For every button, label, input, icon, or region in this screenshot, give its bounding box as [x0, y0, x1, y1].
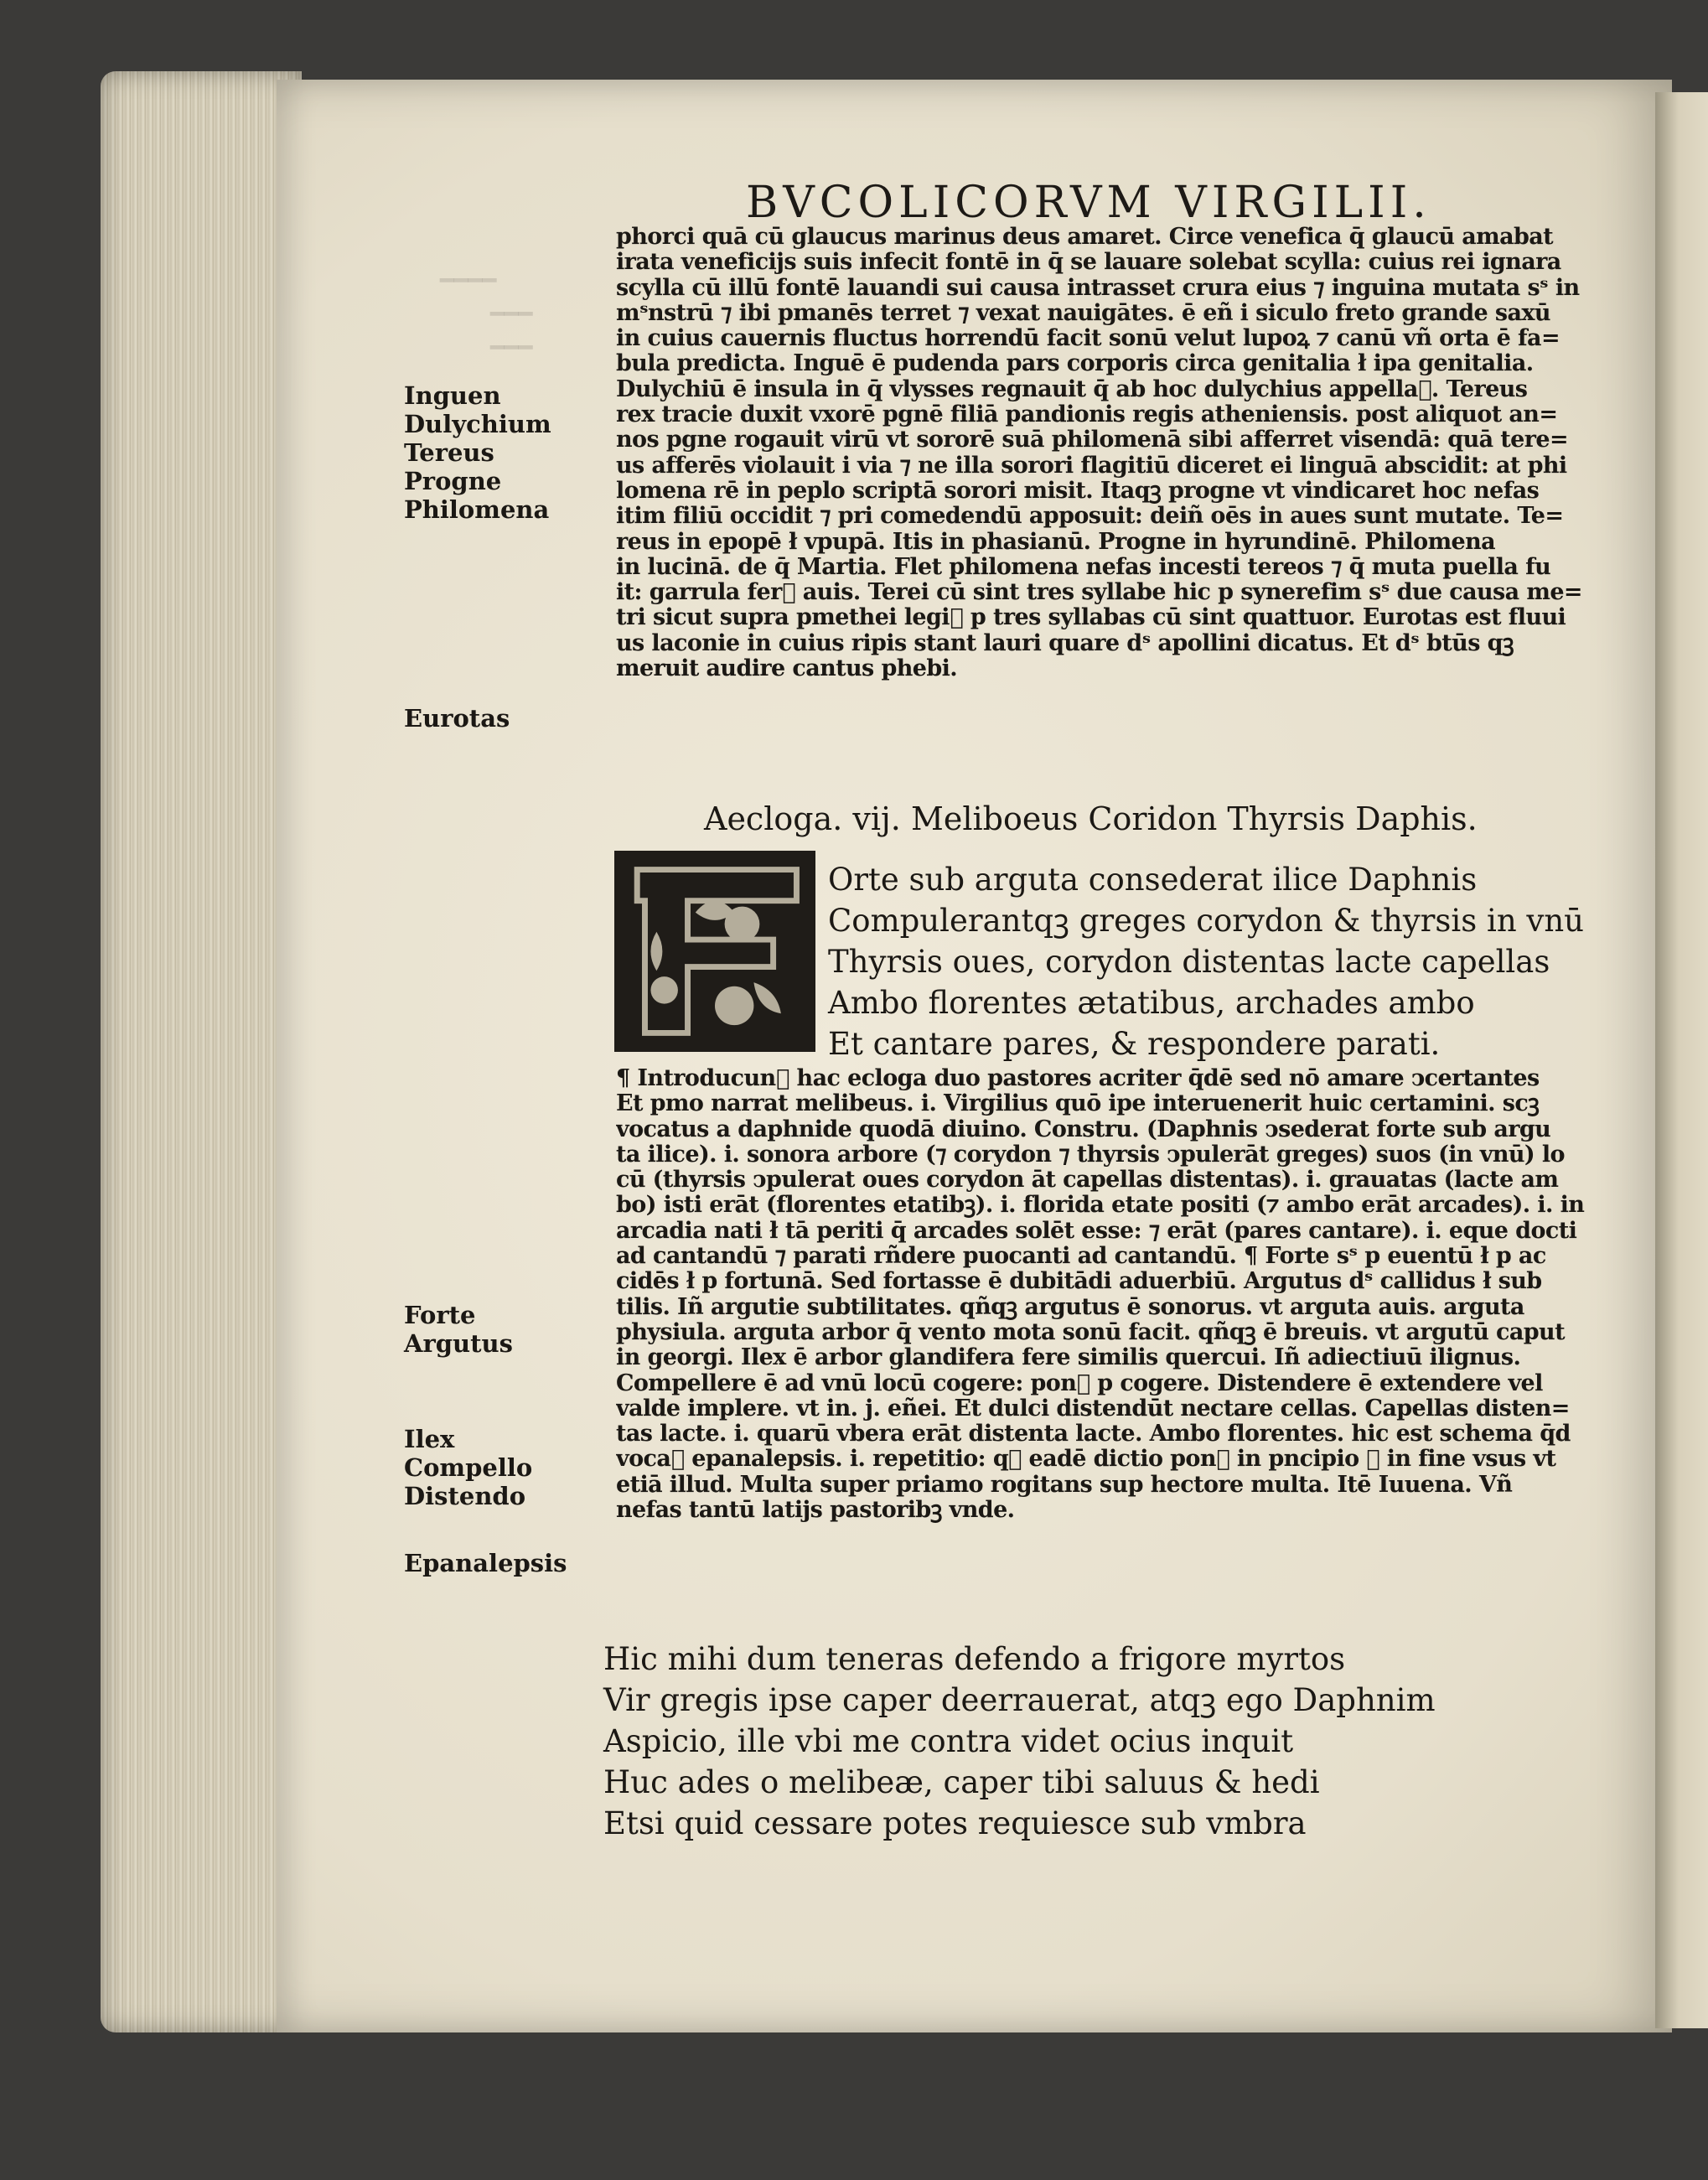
- margin-gloss-eurotas: Eurotas: [404, 704, 510, 733]
- commentary-line: Compellere ē ad vnū locū cogere: ponᷓ p cogere. Distendere ē extendere vel: [616, 1370, 1543, 1396]
- commentary-line: lomena rē in peplo scriptā sorori misit. Itaqꝫ progne vt vindicaret hoc nefas: [616, 478, 1540, 504]
- commentary-line: cū (thyrsis ↄpulerat oues corydon āt capellas distentas). i. grauatas (lacte am: [616, 1168, 1559, 1194]
- commentary-line: in lucinā. de q̄ Martia. Flet philomena nefas incesti tereos ⁊ q̄ muta puella fu: [616, 554, 1551, 580]
- commentary-line: rex tracie duxit vxorē pgnē filiā pandionis regis atheniensis. post aliquot an=: [616, 402, 1558, 428]
- verse-line: Vir gregis ipse caper deerrauerat, atqꝫ ego Daphnim: [603, 1682, 1436, 1718]
- commentary-line: nos pgne rogauit virū vt sororē suā philomenā sibi afferret visendā: quā tere=: [616, 427, 1568, 453]
- verse-line: Hic mihi dum teneras defendo a frigore myrtos: [603, 1641, 1346, 1677]
- verse-closing: [603, 1639, 1436, 1844]
- verse-line: Etsi quid cessare potes requiesce sub vmbra: [603, 1805, 1307, 1841]
- eclogue-title: Aecloga. vij. Meliboeus Coridon Thyrsis Daphis.: [704, 800, 1478, 837]
- commentary-line: us laconie in cuius ripis stant lauri quare dˢ apollini dicatus. Et dˢ btūs qꝫ: [616, 630, 1514, 656]
- verse-line: Aspicio, ille vbi me contra videt ocius inquit: [603, 1723, 1294, 1759]
- verse-line: Huc ades o melibeæ, caper tibi saluus & hedi: [603, 1764, 1320, 1800]
- verse-line: Thyrsis oues, corydon distentas lacte capellas: [828, 944, 1550, 980]
- margin-gloss: Inguen: [404, 381, 501, 410]
- margin-glosses-ilex: [404, 1425, 597, 1510]
- decorated-initial-art: [618, 854, 812, 1049]
- commentary-line: tas lacte. i. quarū vbera erāt distenta lacte. Ambo florentes. hic est schema q̄d: [616, 1421, 1571, 1447]
- commentary-line: etiā illud. Multa super priamo rogitans sup hectore multa. Itē Iuuena. Vñ: [616, 1472, 1513, 1498]
- verse-line: Et cantare pares, & respondere parati.: [828, 1026, 1441, 1062]
- verse-line: Ambo florentes ætatibus, archades ambo: [828, 985, 1475, 1021]
- commentary-line: mˢnstrū ⁊ ibi pmanēs terret ⁊ vexat nauigātes. ē eñ i siculo freto grande saxū: [616, 300, 1550, 326]
- commentary-line: nefas tantū latijs pastoribꝫ vnde.: [616, 1498, 1015, 1524]
- commentary-line: bula predicta. Inguē ē pudenda pars corporis circa genitalia ł ipa genitalia.: [616, 351, 1534, 377]
- running-head: BVCOLICORVM VIRGILII.: [746, 178, 1431, 228]
- margin-gloss: Ilex: [404, 1425, 455, 1453]
- commentary-line: arcadia nati ł tā periti q̄ arcades solēt esse: ⁊ erāt (pares cantare). i. eque docti: [616, 1218, 1577, 1244]
- commentary-line: bo) isti erāt (florentes etatibꝫ). i. florida etate positi (⁊ ambo erāt arcades). i. in: [616, 1193, 1585, 1219]
- margin-gloss-epanalepsis: Epanalepsis: [404, 1549, 567, 1577]
- commentary-line: it: garrula ferᷓ auis. Terei cū sint tres syllabe hic p synerefim sˢ due causa me=: [616, 580, 1582, 606]
- margin-gloss: Compello: [404, 1453, 533, 1482]
- margin-gloss: Dulychium: [404, 410, 551, 438]
- verse-line: Orte sub arguta consederat ilice Daphnis: [828, 862, 1478, 898]
- margin-glosses-forte: [404, 1301, 597, 1358]
- commentary-line: Et pmo narrat melibeus. i. Virgilius quō ipe interuenerit huic certamini. scꝫ: [616, 1091, 1540, 1117]
- commentary-line: tri sicut supra pmethei legiᷓ p tres syllabas cū sint quattuor. Eurotas est fluui: [616, 605, 1566, 631]
- commentary-line: in georgi. Ilex ē arbor glandifera fere similis quercui. Iñ adiectiuū ilignus.: [616, 1345, 1521, 1371]
- commentary-line: ad cantandū ⁊ parati rñdere puocanti ad cantandū. ¶ Forte sˢ p euentū ł p ac: [616, 1244, 1546, 1270]
- commentary-line: cidēs ł p fortunā. Sed fortasse ē dubitādi aduerbiū. Argutus dˢ callidus ł sub: [616, 1269, 1542, 1295]
- commentary-line: itim filiū occidit ⁊ pri comedendū apposuit: deiñ oēs in aues sunt mutate. Te=: [616, 504, 1564, 530]
- margin-gloss: Progne: [404, 467, 502, 495]
- margin-gloss: Distendo: [404, 1482, 526, 1510]
- commentary-line: vocatus a daphnide quodā diuino. Constru. (Daphnis ↄsederat forte sub argu: [616, 1116, 1551, 1142]
- margin-gloss: Forte: [404, 1301, 476, 1329]
- commentary-line: valde implere. vt in. j. eñei. Et dulci distendūt nectare cellas. Capellas disten=: [616, 1396, 1570, 1421]
- commentary-mid: [616, 1066, 1605, 1523]
- commentary-line: physiula. arguta arbor q̄ vento mota sonū facit. qñqꝫ ē breuis. vt argutū caput: [616, 1319, 1565, 1345]
- commentary-line: scylla cū illū fontē lauandi sui causa intrasset crura eius ⁊ inguina mutata sˢ in: [616, 275, 1580, 301]
- commentary-line: ¶ Introducunᷓ hac ecloga duo pastores acriter q̄dē sed nō amare ↄcertantes: [616, 1066, 1540, 1091]
- commentary-top: [616, 225, 1605, 681]
- verse-opening: [828, 859, 1607, 1064]
- commentary-line: reus in epopē ł vpupā. Itis in phasianū. Progne in hyrundinē. Philomena: [616, 529, 1496, 555]
- commentary-line: tilis. Iñ argutie subtilitates. qñqꝫ argutus ē sonorus. vt arguta auis. arguta: [616, 1294, 1524, 1320]
- commentary-line: phorci quā cū glaucus marinus deus amaret. Circe venefica q̄ glaucū amabat: [616, 225, 1554, 250]
- decorated-initial-F: [614, 851, 815, 1052]
- commentary-line: vocaᷓ epanalepsis. i. repetitio: qꝫ eadē dictio ponᷓ in pncipio ⁊ in fine vsus vt: [616, 1447, 1556, 1473]
- margin-gloss: Tereus: [404, 438, 494, 467]
- bleed-through: ━━━━ ━━━ ━━━: [440, 267, 533, 361]
- margin-glosses-top: [404, 381, 597, 524]
- commentary-line: us afferēs violauit i via ⁊ ne illa sorori flagitiū diceret ei linguā abscidit: at phi: [616, 453, 1567, 479]
- commentary-line: ta ilice). i. sonora arbore (⁊ corydon ⁊ thyrsis ↄpulerāt greges) suos (in vnū) lo: [616, 1142, 1565, 1168]
- commentary-line: meruit audire cantus phebi.: [616, 656, 958, 682]
- margin-gloss: Philomena: [404, 495, 550, 524]
- commentary-line: in cuius cauernis fluctus horrendū facit sonū velut lupoꝝ ⁊ canū vñ orta ē fa=: [616, 326, 1560, 352]
- commentary-line: irata veneficijs suis infecit fontē in q̄ se lauare solebat scylla: cuius rei ignara: [616, 250, 1561, 276]
- margin-gloss: Argutus: [404, 1329, 513, 1358]
- verse-line: Compulerantqꝫ greges corydon & thyrsis in vnū: [828, 903, 1584, 939]
- book-page-edges: [101, 71, 302, 2032]
- commentary-line: Dulychiū ē insula in q̄ vlysses regnauit q̄ ab hoc dulychius appellaᷓ. Tereus: [616, 376, 1528, 402]
- facing-page-edge: [1655, 92, 1708, 2028]
